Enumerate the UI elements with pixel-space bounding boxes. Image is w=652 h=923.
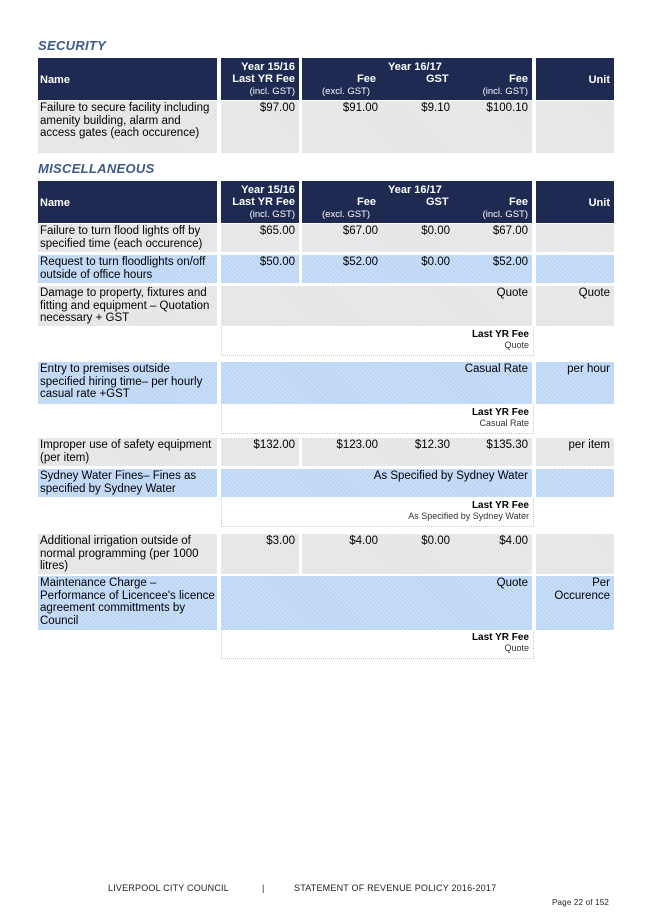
- row-name: Request to turn floodlights on/off outside of office hours: [40, 256, 206, 281]
- row-span-value: Quote: [496, 287, 528, 299]
- row-last-fee-cell: [221, 438, 299, 466]
- row-last-fee: $50.00: [259, 256, 295, 268]
- row-fee: $67.00: [342, 225, 378, 237]
- row-fee: $52.00: [342, 256, 378, 268]
- row-fees-cell: [302, 438, 532, 466]
- row-unit: [536, 224, 614, 226]
- row-unit-cell: [536, 362, 614, 404]
- row-name: Improper use of safety equipment (per item): [40, 439, 212, 464]
- row-unit: Per Occurence: [554, 577, 610, 602]
- row-gst: $0.00: [421, 256, 450, 268]
- row-unit-cell: [536, 286, 614, 326]
- header-fee: Fee: [357, 73, 376, 85]
- row-unit: per item: [568, 439, 610, 451]
- row-gst: $9.10: [421, 102, 450, 114]
- section-title-security: SECURITY: [38, 38, 107, 53]
- row-unit: [536, 534, 614, 536]
- header-incl-gst-2: (incl. GST): [482, 86, 528, 97]
- row-name-cell: [38, 255, 217, 283]
- header-name-cell: [38, 181, 217, 223]
- header-name-cell: [38, 58, 217, 100]
- row-fee: $4.00: [349, 535, 378, 547]
- header-year-1617-cell: [302, 58, 532, 100]
- row-name: Damage to property, fixtures and fitting and equipment – Quotation necessary + GST: [40, 287, 210, 324]
- row-name-cell: [38, 362, 217, 404]
- row-fee: $91.00: [342, 102, 378, 114]
- row-span-cell: [221, 469, 532, 497]
- note-label: Last YR Fee: [471, 632, 529, 643]
- header-incl-gst: (incl. GST): [249, 86, 295, 97]
- section-title-miscellaneous: MISCELLANEOUS: [38, 161, 155, 176]
- page-number: Page 22 of 152: [552, 898, 610, 907]
- header-name: Name: [40, 197, 70, 209]
- row-name-cell: [38, 101, 217, 153]
- header-fee: Fee: [357, 196, 376, 208]
- row-name-cell: [38, 286, 217, 326]
- row-fees-cell: [302, 534, 532, 574]
- row-fee-incl: $67.00: [492, 225, 528, 237]
- header-year-1617: Year 16/17: [388, 61, 442, 73]
- header-last-yr-cell: [221, 58, 299, 100]
- row-unit-cell: [536, 224, 614, 252]
- row-gst: $0.00: [421, 535, 450, 547]
- header-unit-cell: [536, 58, 614, 100]
- footer-separator: |: [262, 883, 265, 893]
- row-fee-incl: $135.30: [486, 439, 528, 451]
- row-unit: per hour: [567, 363, 610, 375]
- row-unit-cell: [536, 469, 614, 497]
- row-fee-incl: $52.00: [492, 256, 528, 268]
- row-fees-cell: [302, 101, 532, 153]
- note-value: Quote: [504, 643, 529, 653]
- header-year-1617-cell: [302, 181, 532, 223]
- row-span-value: Casual Rate: [464, 363, 528, 375]
- header-unit: Unit: [588, 197, 610, 209]
- last-yr-fee-note: [221, 405, 534, 434]
- row-name: Maintenance Charge – Performance of Licencee's licence agreement committments by Council: [40, 577, 215, 627]
- row-span-value: Quote: [496, 577, 528, 589]
- note-value: Quote: [504, 340, 529, 350]
- header-gst: GST: [426, 73, 449, 85]
- header-year-1617: Year 16/17: [388, 184, 442, 196]
- row-name-cell: [38, 534, 217, 574]
- row-name-cell: [38, 576, 217, 630]
- header-gst: GST: [426, 196, 449, 208]
- header-fee-incl: Fee: [509, 196, 528, 208]
- row-span-value: As Specified by Sydney Water: [373, 470, 528, 482]
- row-name-cell: [38, 224, 217, 252]
- row-last-fee: $132.00: [253, 439, 295, 451]
- row-unit: [536, 469, 614, 471]
- footer-policy: STATEMENT OF REVENUE POLICY 2016-2017: [294, 883, 497, 893]
- header-last-yr-cell: [221, 181, 299, 223]
- row-gst: $12.30: [414, 439, 450, 451]
- row-fees-cell: [302, 224, 532, 252]
- row-unit-cell: [536, 255, 614, 283]
- header-name: Name: [40, 74, 70, 86]
- header-last-yr-fee: Last YR Fee: [232, 196, 295, 208]
- row-last-fee: $65.00: [259, 225, 295, 237]
- last-yr-fee-note: [221, 498, 534, 527]
- header-unit-cell: [536, 181, 614, 223]
- row-unit-cell: [536, 534, 614, 574]
- header-excl-gst: (excl. GST): [322, 86, 371, 97]
- row-last-fee: $97.00: [259, 102, 295, 114]
- row-fee: $123.00: [336, 439, 378, 451]
- row-last-fee-cell: [221, 101, 299, 153]
- row-name: Failure to secure facility including amenity building, alarm and access gates (each occurence): [40, 102, 210, 139]
- note-label: Last YR Fee: [471, 500, 529, 511]
- row-unit: [536, 101, 614, 103]
- row-unit-cell: [536, 576, 614, 630]
- row-span-cell: [221, 576, 532, 630]
- row-unit-cell: [536, 101, 614, 153]
- row-name-cell: [38, 469, 217, 497]
- row-last-fee: $3.00: [266, 535, 295, 547]
- header-incl-gst: (incl. GST): [249, 209, 295, 220]
- row-fee-incl: $4.00: [499, 535, 528, 547]
- header-fee-incl: Fee: [509, 73, 528, 85]
- header-incl-gst-2: (incl. GST): [482, 209, 528, 220]
- row-name: Failure to turn flood lights off by specified time (each occurence): [40, 225, 203, 250]
- footer-council: LIVERPOOL CITY COUNCIL: [108, 883, 229, 893]
- row-span-cell: [221, 286, 532, 326]
- note-value: Casual Rate: [479, 418, 529, 428]
- note-label: Last YR Fee: [471, 329, 529, 340]
- note-label: Last YR Fee: [471, 407, 529, 418]
- row-gst: $0.00: [421, 225, 450, 237]
- row-fee-incl: $100.10: [486, 102, 528, 114]
- row-name: Entry to premises outside specified hiring time– per hourly casual rate +GST: [40, 363, 203, 400]
- row-unit: [536, 255, 614, 257]
- header-year-1516: Year 15/16: [241, 184, 295, 196]
- row-span-cell: [221, 362, 532, 404]
- last-yr-fee-note: [221, 327, 534, 356]
- note-value: As Specified by Sydney Water: [408, 511, 529, 521]
- header-last-yr-fee: Last YR Fee: [232, 73, 295, 85]
- last-yr-fee-note: [221, 630, 534, 659]
- row-fees-cell: [302, 255, 532, 283]
- row-last-fee-cell: [221, 224, 299, 252]
- row-name-cell: [38, 438, 217, 466]
- row-unit-cell: [536, 438, 614, 466]
- header-year-1516: Year 15/16: [241, 61, 295, 73]
- row-name: Additional irrigation outside of normal programming (per 1000 litres): [40, 535, 199, 572]
- row-unit: Quote: [578, 287, 610, 299]
- row-last-fee-cell: [221, 255, 299, 283]
- header-unit: Unit: [588, 74, 610, 86]
- row-name: Sydney Water Fines– Fines as specified by Sydney Water: [40, 470, 197, 495]
- header-excl-gst: (excl. GST): [322, 209, 371, 220]
- row-last-fee-cell: [221, 534, 299, 574]
